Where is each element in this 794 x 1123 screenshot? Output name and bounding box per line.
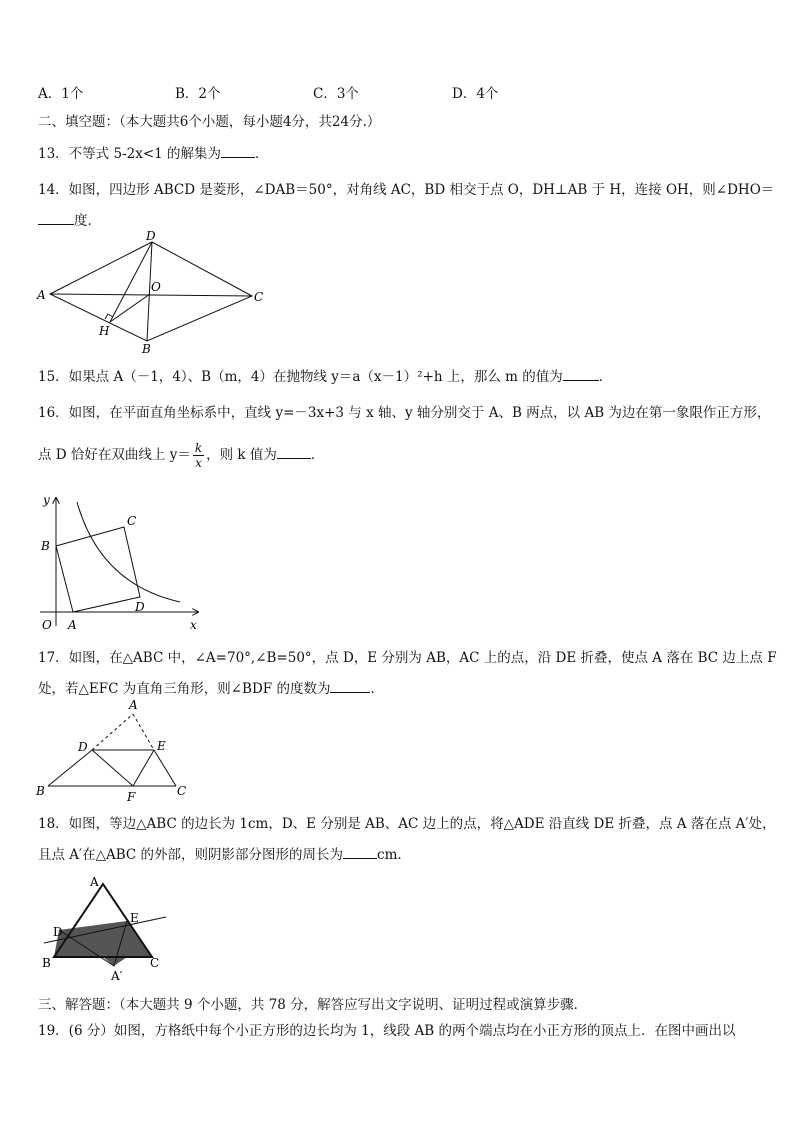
label-b: B [142,342,151,356]
q15-text: 15．如果点 A（－1，4）、B（m，4）在抛物线 y＝a（x－1）²+h 上，那么 m 的值为 [38,369,563,385]
square-abcd [56,527,140,612]
label-c: C [254,290,264,304]
q18-answer-blank [343,846,377,859]
label-b: B [42,956,51,970]
label-c: C [177,784,187,798]
q18-triangle-figure [30,870,180,990]
segment-ec [154,750,176,786]
q19: 19．(6 分）如图，方格纸中每个小正方形的边长均为 1，线段 AB 的两个端点均在小正方形的顶点上．在图中画出以 [38,1023,736,1039]
q16-line1: 16．如图，在平面直角坐标系中，直线 y=－3x+3 与 x 轴、y 轴分别交于 A、B 两点，以 AB 为边在第一象限作正方形， [38,405,771,421]
fraction-numerator: k [194,441,203,455]
q16-answer-blank [277,446,311,459]
q17-end: ． [370,681,384,697]
label-x: x [190,618,197,632]
section3-header: 三、解答题：（本大题共 9 个小题，共 78 分，解答应写出文字说明、证明过程或演算步骤． [38,997,588,1013]
section2-header: 二、填空题：（本大题共6个小题，每小题4分，共24分.） [38,114,381,130]
q13 [38,142,269,162]
q15-end: ． [598,369,613,385]
q17-line2 [38,677,384,697]
label-d: D [53,925,63,939]
label-a: A [129,698,138,712]
label-b: B [41,539,50,553]
segment-df [92,750,133,786]
label-a: A [37,288,46,302]
label-a-prime: A′ [111,969,123,983]
q16-line2 [38,442,324,469]
option-b: B．2个 [175,86,221,102]
label-e: E [130,911,139,925]
dashed-ae [133,714,154,750]
q16-text2: ，则 k 值为 [206,447,277,463]
label-f: F [127,790,136,804]
q13-end: ． [255,146,269,162]
fraction-denominator: x [195,456,202,470]
label-c: C [150,956,160,970]
q16-coordinate-figure [30,488,210,636]
q16-end: ． [310,447,325,463]
label-d: D [135,600,145,614]
q18-line2 [38,843,402,863]
q13-text: 13．不等式 5-2x<1 的解集为 [38,146,222,162]
q13-answer-blank [221,145,255,158]
label-y: y [43,493,50,507]
label-d: D [146,229,156,243]
diagonal-ac [50,294,252,296]
q14-rhombus-figure [30,228,270,358]
q18-text: 且点 A′在△ABC 的外部，则阴影部分图形的周长为 [38,847,344,863]
segment-oh [110,294,150,322]
q17-line1: 17．如图，在△ABC 中，∠A=70°,∠B=50°，点 D，E 分别为 AB，AC 上的点，沿 DE 折叠，使点 A 落在 BC 边上点 F [38,650,777,666]
segment-ef [133,750,154,786]
option-d: D．4个 [452,86,499,102]
label-e: E [157,739,166,753]
option-c: C．3个 [313,86,359,102]
q14-end: 度． [74,213,101,229]
label-o: O [42,618,52,632]
q17-fold-figure [30,697,200,807]
label-d: D [78,740,88,754]
label-a: A [68,618,77,632]
label-b: B [36,784,45,798]
segment-bd [48,750,92,786]
q14-line2 [38,209,101,229]
label-c: C [127,514,137,528]
q14-answer-blank [38,212,74,225]
dashed-ad [92,714,133,750]
q16-text: 点 D 恰好在双曲线上 y＝ [38,447,191,463]
q14-line1: 14．如图，四边形 ABCD 是菱形，∠DAB＝50°，对角线 AC，BD 相交于点 O，DH⊥AB 于 H，连接 OH，则∠DHO＝ [38,182,775,198]
q17-text: 处，若△EFC 为直角三角形，则∠BDF 的度数为 [38,681,331,697]
q15 [38,365,612,385]
segment-dh [110,242,152,322]
label-h: H [99,324,110,338]
q17-answer-blank [330,680,370,693]
option-a: A．1个 [38,86,84,102]
q18-line1: 18．如图，等边△ABC 的边长为 1cm，D、E 分别是 AB、AC 边上的点，将△ADE 沿直线 DE 折叠，点 A 落在点 A′处， [38,816,776,832]
q15-answer-blank [563,368,599,381]
label-a: A [90,875,99,889]
q18-end: cm. [377,847,402,863]
label-o: O [151,280,161,294]
q16-fraction [193,442,204,469]
